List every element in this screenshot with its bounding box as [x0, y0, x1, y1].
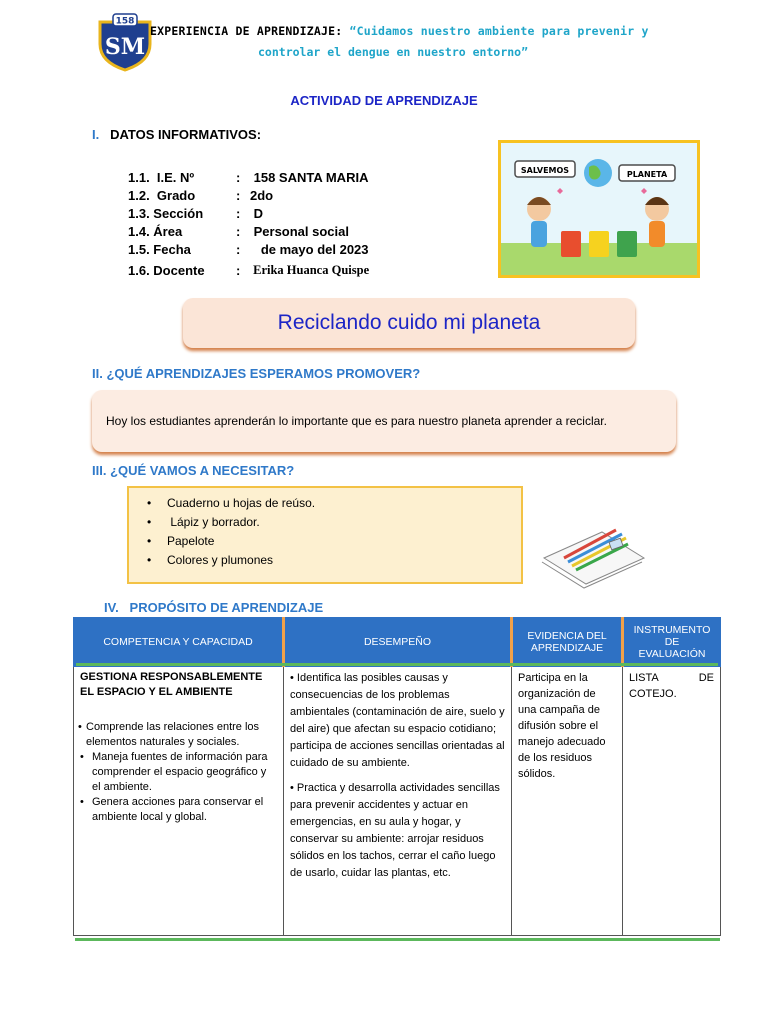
- activity-title: ACTIVIDAD DE APRENDIZAJE: [290, 93, 478, 108]
- stationery-illustration: [538, 518, 652, 590]
- competencia-title: GESTIONA RESPONSABLEMENTE EL ESPACIO Y EL AMBIENTE: [80, 671, 263, 698]
- info-row: 1.2. Grado : 2do: [128, 188, 274, 203]
- list-item: • Cuaderno u hojas de reúso.: [147, 494, 315, 513]
- info-row: 1.1. I.E. Nº : 158 SANTA MARIA: [128, 170, 369, 185]
- section-3-heading: [92, 463, 294, 478]
- table-header-row: [74, 618, 721, 667]
- materials-box: [127, 486, 523, 584]
- header-instrumento: INSTRUMENTO DE EVALUACIÓN: [623, 618, 721, 667]
- sign-left-text: SALVEMOS: [520, 166, 570, 175]
- desempeno-paragraph: • Practica y desarrolla actividades sencillas para prevenir accidentes y actuar en emergencias, en su aula y hogar, y conservar su ambiente: arrojar residuos sólidos en los tachos, cerrar el caño luego de usarlo, cuidar las plantas, etc.: [290, 782, 500, 879]
- section-1-heading: [92, 127, 261, 142]
- capacidad-item: • Comprende las relaciones entre los elementos naturales y sociales.: [78, 721, 260, 748]
- section-4-number: IV.: [104, 600, 119, 615]
- list-item: • Papelote: [147, 532, 315, 551]
- section-4-heading: [104, 600, 323, 615]
- recycling-illustration: [498, 140, 700, 278]
- info-row: 1.5. Fecha : de mayo del 2023: [128, 242, 369, 257]
- info-row: 1.6. Docente : Erika Huanca Quispe: [128, 263, 370, 278]
- section-4-title: PROPÓSITO DE APRENDIZAJE: [129, 600, 324, 615]
- section-3-number: III.: [92, 463, 107, 478]
- competencia-cell: [74, 667, 284, 936]
- materials-list: [147, 494, 315, 570]
- info-row: 1.3. Sección : D: [128, 206, 263, 221]
- school-logo: [96, 12, 154, 72]
- section-2-title: ¿QUÉ APRENDIZAJES ESPERAMOS PROMOVER?: [106, 366, 421, 381]
- banner-title: Reciclando cuido mi planeta: [277, 311, 541, 334]
- section-2-number: II.: [92, 366, 103, 381]
- header-competencia: COMPETENCIA Y CAPACIDAD: [74, 618, 284, 667]
- table-row: [74, 667, 721, 936]
- evidencia-cell: Participa en la organización de una campaña de difusión sobre el manejo adecuado de los residuos sólidos.: [512, 667, 623, 936]
- section-3-title: ¿QUÉ VAMOS A NECESITAR?: [110, 463, 295, 478]
- experience-title-line2: controlar el dengue en nuestro entorno”: [258, 45, 529, 59]
- experience-title-line1: “Cuidamos nuestro ambiente para prevenir y: [349, 24, 649, 38]
- table-divider: [76, 663, 718, 666]
- list-item: • Lápiz y borrador.: [147, 513, 315, 532]
- sign-right-text: PLANETA: [626, 170, 668, 179]
- info-list: [128, 170, 369, 281]
- header-evidencia: EVIDENCIA DEL APRENDIZAJE: [512, 618, 623, 667]
- experience-label: EXPERIENCIA DE APRENDIZAJE:: [150, 24, 343, 38]
- desempeno-paragraph: • Identifica las posibles causas y consecuencias de los problemas ambientales (contaminación de aire, suelo y del aire) que afectan su espacio cotidiano; participa de acciones sencillas orientadas al cuidado de su ambiente.: [290, 672, 505, 769]
- section-1-title: DATOS INFORMATIVOS:: [110, 127, 262, 142]
- instrumento-cell: LISTA DE COTEJO.: [623, 667, 721, 936]
- learning-box: [92, 390, 676, 452]
- capacidad-item: • Genera acciones para conservar el ambiente local y global.: [80, 796, 264, 823]
- learning-text: Hoy los estudiantes aprenderán lo importante que es para nuestro planeta aprender a reciclar.: [106, 414, 607, 428]
- header-desempeno: DESEMPEÑO: [284, 618, 512, 667]
- capacidad-item: • Maneja fuentes de información para comprender el espacio geográfico y el ambiente.: [80, 751, 268, 793]
- table-bottom-border: [75, 938, 720, 941]
- list-item: • Colores y plumones: [147, 551, 315, 570]
- experience-header: [150, 24, 649, 38]
- activity-banner: [183, 298, 635, 348]
- section-2-heading: [92, 366, 420, 381]
- logo-letters: SM: [104, 34, 146, 60]
- info-row: 1.4. Área : Personal social: [128, 224, 349, 239]
- desempeno-cell: [284, 667, 512, 936]
- section-1-number: I.: [92, 127, 100, 142]
- logo-number: 158: [115, 16, 135, 27]
